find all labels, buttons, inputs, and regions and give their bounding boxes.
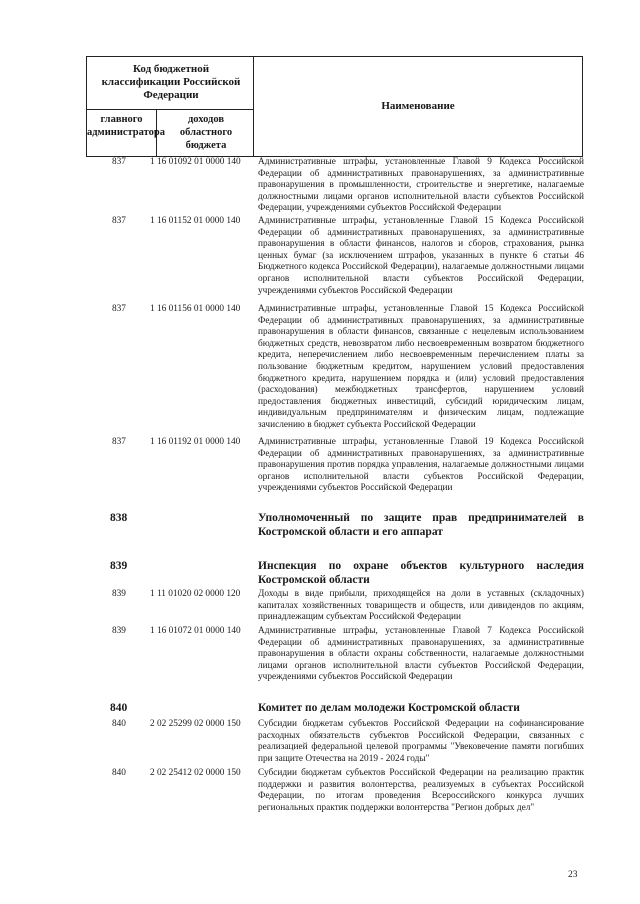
row-description: Административные штрафы, установленные Главой 15 Кодекса Российской Федерации об административных правонарушениях, за административные правонарушения в области финансов, связанные с нецелевым использованием бюджетных средств, невозвратом либо несвоевременным возвратом бюджетного кредита, неперечислением либо несвоевременным перечислением платы за пользование бюджетным кредитом, нарушением условий предоставления бюджетного кредита, нарушением порядка и (или) условий предоставления (расходования) межбюджетных трансфертов, нарушением условий предоставления бюджетных инвестиций, субсидий юридическим лицам, индивидуальным предпринимателям и физическим лицам, подлежащие зачислению в бюджет субъекта Российской Федерации bbox=[258, 304, 584, 430]
row-description: Административные штрафы, установленные Главой 15 Кодекса Российской Федерации об административных правонарушениях, за административные правонарушения в области финансов, налогов и сборов, страхования, рынка ценных бумаг (за исключением штрафов, указанных в пункте 6 статьи 46 Бюджетного кодекса Российской Федерации), налагаемые должностными лицами органов исполнительной власти субъектов Российской Федерации, учреждениями субъектов Российской Федерации bbox=[258, 216, 584, 296]
section-title: Инспекция по охране объектов культурного наследия Костромской области bbox=[258, 560, 584, 586]
admin-code: 837 bbox=[112, 157, 126, 167]
row-description: Субсидии бюджетам субъектов Российской Федерации на софинансирование расходных обязательств субъектов Российской Федерации, связанных с реализацией федеральной целевой программы "Увековечение памяти погибших при защите Отечества на 2019 - 2024 годы" bbox=[258, 719, 584, 764]
admin-code: 839 bbox=[112, 626, 126, 636]
admin-code: 840 bbox=[112, 768, 126, 778]
row-description: Административные штрафы, установленные Главой 19 Кодекса Российской Федерации об административных правонарушениях, за административные правонарушения против порядка управления, налагаемые должностными лицами органов исполнительной власти субъектов Российской Федерации, учреждениями субъектов Российской Федерации bbox=[258, 437, 584, 494]
row-description: Административные штрафы, установленные Главой 7 Кодекса Российской Федерации об административных правонарушениях, за административные правонарушения в области охраны собственности, налагаемые должностными лицами органов исполнительной власти субъектов Российской Федерации, учреждениями субъектов Российской Федерации bbox=[258, 626, 584, 683]
admin-code: 837 bbox=[112, 437, 126, 447]
budget-code: 1 16 01156 01 0000 140 bbox=[150, 304, 241, 314]
table-header bbox=[86, 56, 583, 157]
admin-code: 837 bbox=[112, 216, 126, 226]
row-description: Субсидии бюджетам субъектов Российской Федерации на реализацию практик поддержки и развития волонтерства, реализуемых в субъектах Российской Федерации, по итогам проведения Всероссийского конкурса лучших региональных практик поддержки волонтерства "Регион добрых дел" bbox=[258, 768, 584, 813]
admin-code: 840 bbox=[112, 719, 126, 729]
admin-code: 839 bbox=[112, 589, 126, 599]
budget-code: 1 16 01092 01 0000 140 bbox=[150, 157, 241, 167]
budget-code: 1 16 01152 01 0000 140 bbox=[150, 216, 241, 226]
header-col-income: доходов областного бюджета bbox=[179, 114, 233, 151]
section-code: 838 bbox=[110, 512, 128, 524]
budget-code: 1 16 01192 01 0000 140 bbox=[150, 437, 241, 447]
row-description: Административные штрафы, установленные Главой 9 Кодекса Российской Федерации об административных правонарушениях, за административные правонарушения в промышленности, строительстве и энергетике, налагаемые должностными лицами органов исполнительной власти субъектов Российской Федерации, учреждениями субъектов Российской Федерации bbox=[258, 157, 584, 214]
header-col-admin: главного администратора bbox=[87, 114, 165, 138]
header-col-name: Наименование bbox=[381, 100, 455, 112]
budget-code: 1 16 01072 01 0000 140 bbox=[150, 626, 241, 636]
section-title: Комитет по делам молодежи Костромской области bbox=[258, 702, 520, 714]
admin-code: 837 bbox=[112, 304, 126, 314]
header-group-title: Код бюджетной классификации Российской Федерации bbox=[101, 63, 241, 101]
row-description: Доходы в виде прибыли, приходящейся на доли в уставных (складочных) капиталах хозяйственных товариществ и обществ, или дивидендов по акциям, принадлежащим субъектам Российской Федерации bbox=[258, 589, 584, 623]
section-code: 839 bbox=[110, 560, 128, 572]
section-code: 840 bbox=[110, 702, 128, 714]
budget-code: 1 11 01020 02 0000 120 bbox=[150, 589, 241, 599]
budget-code: 2 02 25412 02 0000 150 bbox=[150, 768, 241, 778]
budget-code: 2 02 25299 02 0000 150 bbox=[150, 719, 241, 729]
page-number: 23 bbox=[568, 870, 578, 880]
section-title: Уполномоченный по защите прав предпринимателей в Костромской области и его аппарат bbox=[258, 512, 584, 538]
